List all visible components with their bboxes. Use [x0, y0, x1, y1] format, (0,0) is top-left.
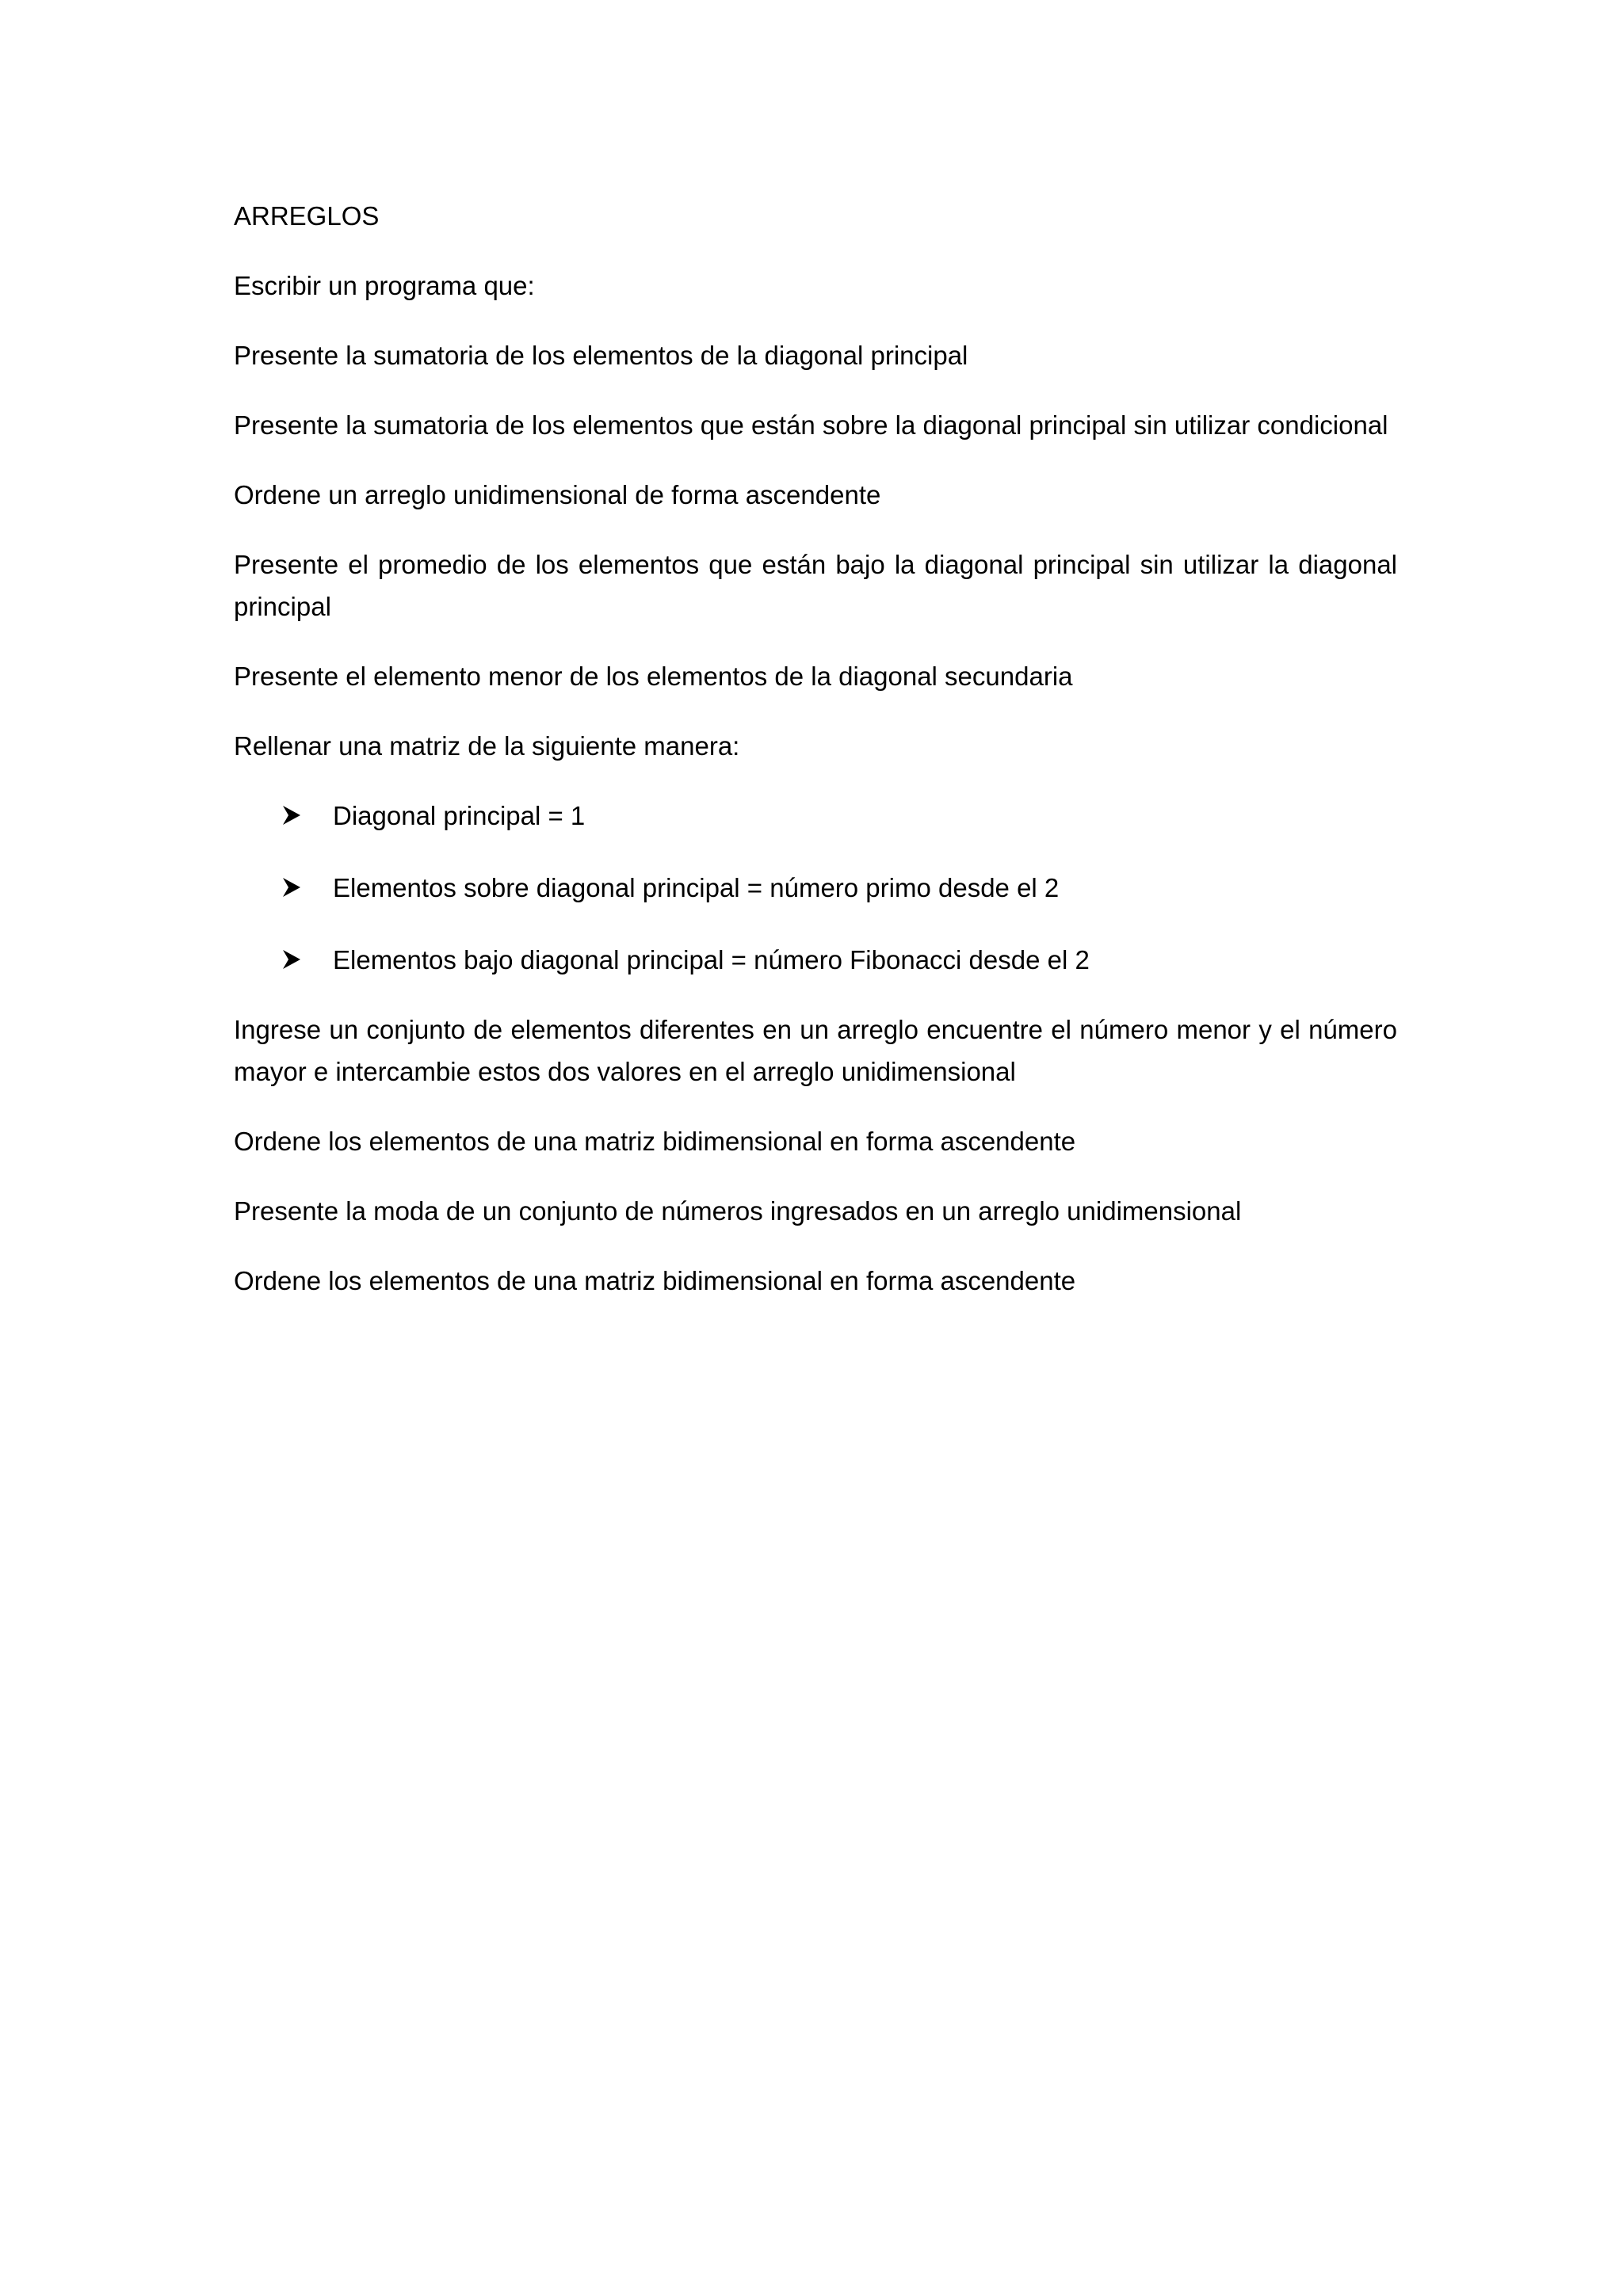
- fill-rules-list: [234, 795, 1397, 981]
- arrowhead-bullet-icon: [283, 878, 300, 897]
- task-paragraph: Ingrese un conjunto de elementos diferentes en un arreglo encuentre el número menor y el número mayor e intercambie estos dos valores en el arreglo unidimensional: [234, 1015, 1397, 1086]
- list-item: [234, 795, 1397, 837]
- list-item: [234, 867, 1397, 909]
- document-body: [234, 195, 1397, 1329]
- task-paragraph: Presente la sumatoria de los elementos de la diagonal principal: [234, 341, 968, 370]
- list-item-text: Elementos sobre diagonal principal = número primo desde el 2: [333, 873, 1060, 902]
- task-paragraph: Rellenar una matriz de la siguiente manera:: [234, 731, 740, 761]
- list-item: [234, 939, 1397, 981]
- task-paragraph: Ordene un arreglo unidimensional de forma ascendente: [234, 480, 881, 509]
- intro-text: Escribir un programa que:: [234, 271, 535, 300]
- list-item-text: Elementos bajo diagonal principal = número Fibonacci desde el 2: [333, 945, 1090, 974]
- task-paragraph: Presente el elemento menor de los elementos de la diagonal secundaria: [234, 662, 1073, 691]
- task-paragraph: Ordene los elementos de una matriz bidimensional en forma ascendente: [234, 1127, 1076, 1156]
- arrowhead-bullet-icon: [283, 950, 300, 969]
- task-paragraph: Presente la moda de un conjunto de números ingresados en un arreglo unidimensional: [234, 1196, 1242, 1226]
- list-item-text: Diagonal principal = 1: [333, 801, 586, 830]
- task-paragraph: Ordene los elementos de una matriz bidimensional en forma ascendente: [234, 1266, 1076, 1295]
- task-paragraph: Presente el promedio de los elementos que están bajo la diagonal principal sin utilizar la diagonal principal: [234, 550, 1397, 621]
- task-paragraph: Presente la sumatoria de los elementos que están sobre la diagonal principal sin utilizar condicional: [234, 410, 1388, 440]
- document-title: ARREGLOS: [234, 201, 380, 231]
- arrowhead-bullet-icon: [283, 806, 300, 825]
